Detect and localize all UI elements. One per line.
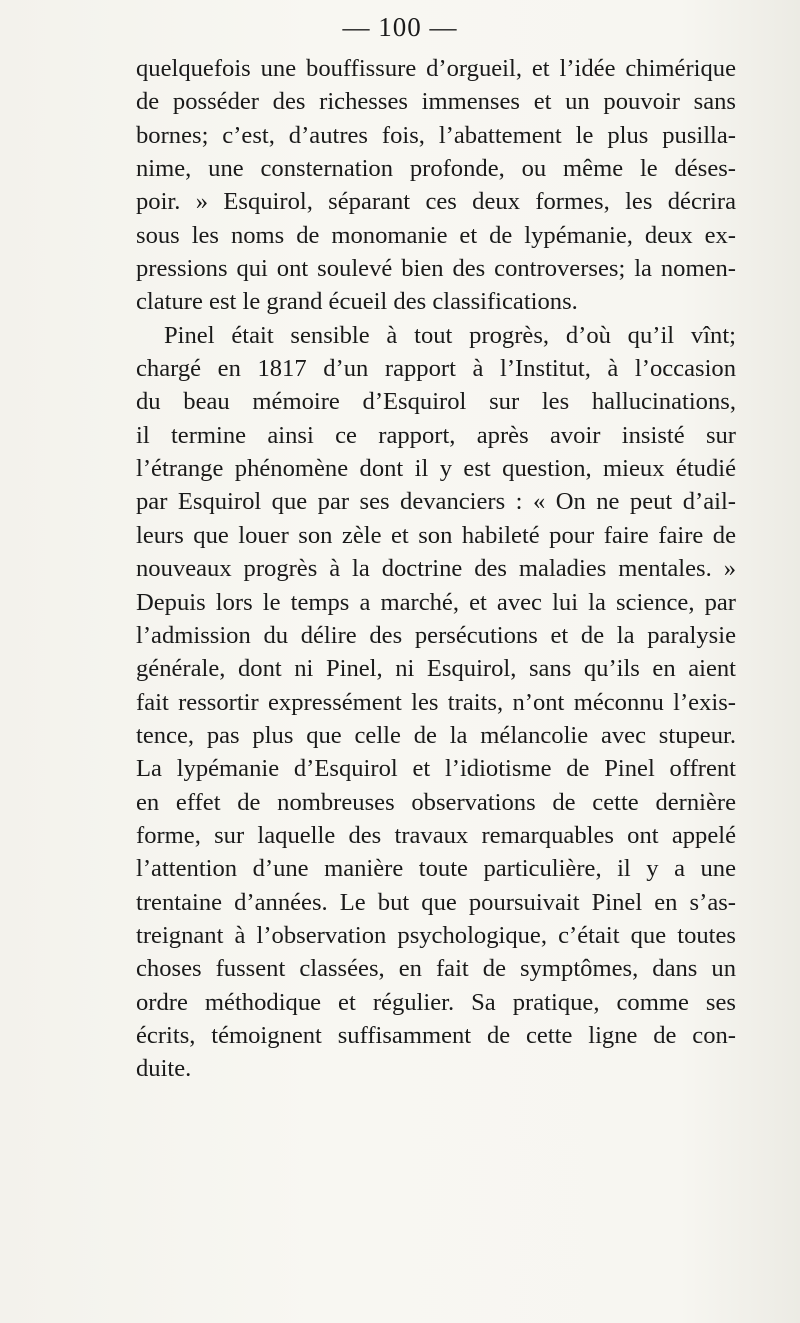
body-text — [136, 52, 736, 1086]
text-line: l’étrange phénomène dont il y est question, mieux étudié — [136, 455, 736, 483]
text-line: en effet de nombreuses observations de cette dernière — [136, 788, 736, 816]
text-line: nime, une consternation profonde, ou même le déses- — [136, 155, 736, 183]
text-line: leurs que louer son zèle et son habileté pour faire faire de — [136, 521, 736, 549]
text-line: trentaine d’années. Le but que poursuivait Pinel en s’as- — [136, 888, 736, 916]
text-line: nouveaux progrès à la doctrine des maladies mentales. » — [136, 555, 736, 583]
text-line: forme, sur laquelle des travaux remarquables ont appelé — [136, 821, 736, 849]
text-line: ordre méthodique et régulier. Sa pratique, comme ses — [136, 988, 736, 1016]
text-line: chargé en 1817 d’un rapport à l’Institut, à l’occasion — [136, 355, 736, 383]
text-line: quelquefois une bouffissure d’orgueil, et l’idée chimérique — [136, 55, 736, 82]
text-line: tence, pas plus que celle de la mélancolie avec stupeur. — [136, 721, 736, 749]
text-line: Pinel était sensible à tout progrès, d’où qu’il vînt; — [164, 321, 736, 349]
text-line: fait ressortir expressément les traits, n’ont méconnu l’exis- — [136, 688, 736, 716]
text-line: l’admission du délire des persécutions et de la paralysie — [136, 621, 736, 649]
text-line: choses fussent classées, en fait de symptômes, dans un — [136, 955, 736, 983]
text-line: écrits, témoignent suffisamment de cette ligne de con- — [136, 1021, 736, 1049]
text-line: il termine ainsi ce rapport, après avoir insisté sur — [136, 421, 736, 449]
text-line: Depuis lors le temps a marché, et avec lui la science, par — [136, 588, 736, 616]
text-line: du beau mémoire d’Esquirol sur les hallucinations, — [136, 388, 736, 416]
text-line: poir. » Esquirol, séparant ces deux formes, les décrira — [136, 188, 736, 216]
text-line: pressions qui ont soulevé bien des controverses; la nomen- — [136, 255, 736, 283]
text-line: de posséder des richesses immenses et un pouvoir sans — [136, 88, 736, 116]
text-line: treignant à l’observation psychologique, c’était que toutes — [136, 921, 736, 949]
text-line: sous les noms de monomanie et de lypémanie, deux ex- — [136, 221, 736, 249]
text-line: La lypémanie d’Esquirol et l’idiotisme de Pinel offrent — [136, 755, 736, 783]
text-line: clature est le grand écueil des classifications. — [136, 288, 578, 316]
page-number: — 100 — — [342, 12, 458, 42]
text-line: générale, dont ni Pinel, ni Esquirol, sans qu’ils en aient — [136, 655, 736, 683]
text-line: duite. — [136, 1055, 192, 1083]
text-line: l’attention d’une manière toute particulière, il y a une — [136, 855, 736, 883]
text-line: par Esquirol que par ses devanciers : « On ne peut d’ail- — [136, 488, 736, 516]
text-line: bornes; c’est, d’autres fois, l’abattement le plus pusilla- — [136, 121, 736, 149]
